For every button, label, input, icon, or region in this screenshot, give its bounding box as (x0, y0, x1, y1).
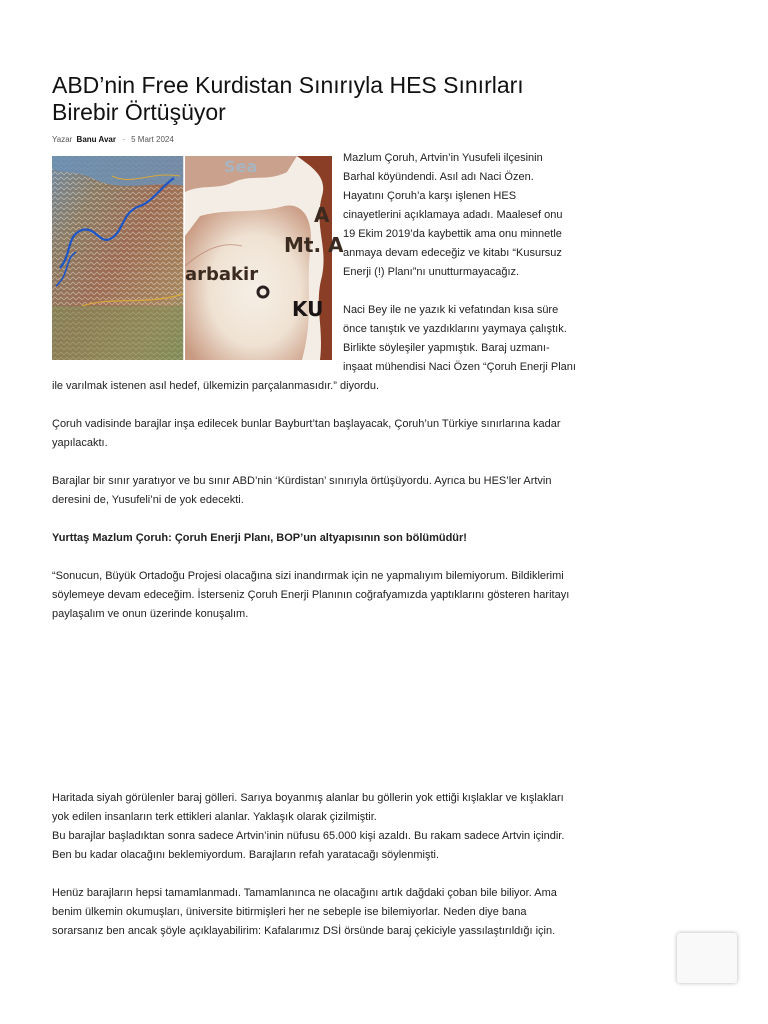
paragraph: “Sonucun, Büyük Ortadoğu Projesi olacağına sizi inandırmak için ne yapmalıyım bilemiyorum. Bildiklerimi söylemeye devam edeceğim. İsterseniz Çoruh Enerji Planının coğrafyamızda yaptıklarını gösteren haritayı paylaşalım ve onun üzerinde konuşalım. (52, 570, 570, 620)
map-label-city: arbakir (185, 264, 259, 285)
article (52, 72, 576, 960)
paragraph: Mazlum Çoruh, Artvin’in Yusufeli ilçesinin Barhal köyündendi. Asıl adı Naci Özen. Hayatını Çoruh’a karşı işlenen HES cinayetlerini açıklamaya adadı. Maalesef onu 19 Ekim 2019’da kaybettik ama onu minnetle anmaya devam edeceğiz ve kitabı “Kusursuz Enerji (!) Planı”nı unutturmayacağız. (343, 152, 563, 278)
author-link[interactable]: Banu Avar (76, 135, 116, 144)
map-label-a: A (314, 203, 330, 227)
paragraph: Haritada siyah görülenler baraj gölleri. Sarıya boyanmış alanlar bu göllerin yok ettiği kışlaklar ve kışlakları yok edilen insanların terk ettikleri alanlar. Yaklaşık olarak çizilmiştir. (52, 792, 564, 823)
recaptcha-badge[interactable] (677, 933, 737, 983)
paragraph: Çoruh vadisinde barajlar inşa edilecek bunlar Bayburt’tan başlayacak, Çoruh’un Türkiye sınırlarına kadar yapılacaktı. (52, 418, 561, 449)
publish-date: 5 Mart 2024 (131, 135, 174, 144)
map-label-mountain: Mt. A (284, 233, 344, 257)
article-content (52, 146, 576, 941)
paragraph: Bu barajlar başladıktan sonra sadece Artvin’inin nüfusu 65.000 kişi azaldı. Bu rakam sadece Artvin içindir. Ben bu kadar olacağını beklemiyordum. Barajların refah yaratacağı söylenmişti. (52, 830, 565, 861)
article-title: ABD’nin Free Kurdistan Sınırıyla HES Sınırları Birebir Örtüşüyor (52, 72, 524, 125)
article-map-image (52, 156, 344, 360)
meta-separator: - (122, 135, 125, 144)
paragraph: Henüz barajların hepsi tamamlanmadı. Tamamlanınca ne olacağını artık dağdaki çoban bile biliyor. Ama benim ülkemin okumuşları, üniversite bitirmişleri her ne sebeple ise bilemiyorlar. Neden diye bana sorarsanız ben ancak şöyle açıklayabilirim: Kafalarımız DSİ örsünde baraj çekiciyle yassılaştırıldığı için. (52, 887, 557, 937)
section-heading: Yurttaş Mazlum Çoruh: Çoruh Enerji Planı, BOP’un altyapısının son bölümüdür! (52, 532, 467, 544)
author-label: Yazar (52, 135, 73, 144)
paragraph: Naci Bey ile ne yazık ki vefatından kısa süre önce tanıştık ve yazdıklarını yaymaya çalıştık. Birlikte söyleşiler yapmıştık. Baraj uzmanı-inşaat mühendisi Naci Özen “Çoruh Enerji Planı ile varılmak istenen asıl hedef, ülkemizin parçalanmasıdır.” diyordu. (52, 304, 576, 392)
embedded-map-placeholder (52, 624, 576, 789)
article-meta (52, 134, 576, 146)
paragraph: Barajlar bir sınır yaratıyor ve bu sınır ABD’nin ‘Kürdistan’ sınırıyla örtüşüyordu. Ayrıca bu HES’ler Artvin deresini de, Yusufeli’ni de yok edecekti. (52, 475, 552, 506)
map-label-region: KU (292, 297, 324, 321)
map-label-sea: Sea (224, 157, 258, 176)
